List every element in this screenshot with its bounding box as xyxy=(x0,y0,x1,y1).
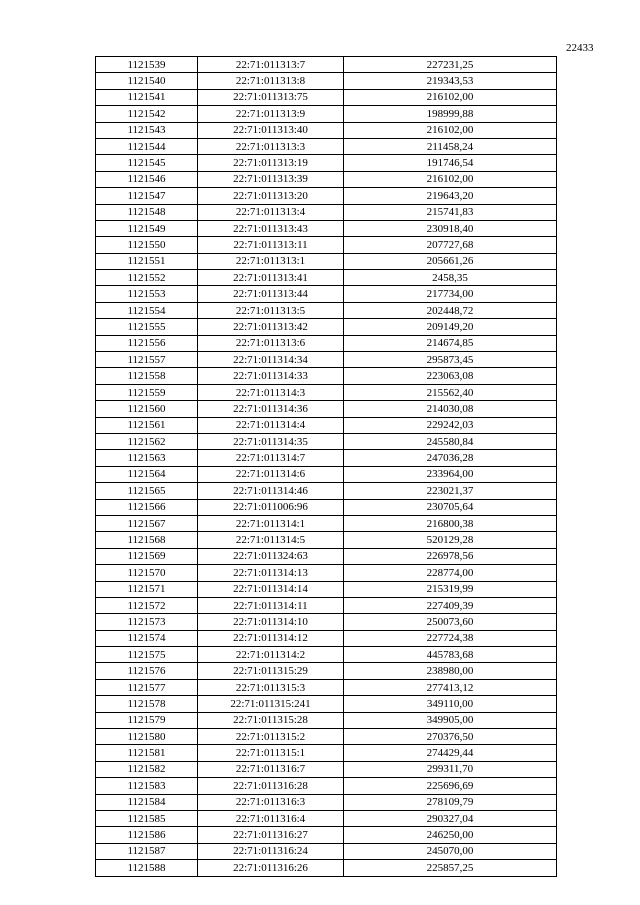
value-cell: 209149,20 xyxy=(344,319,557,335)
value-cell: 245580,84 xyxy=(344,433,557,449)
table-row xyxy=(96,712,557,728)
table-row xyxy=(96,204,557,220)
records-table xyxy=(95,56,557,877)
cadastral-number-cell: 22:71:011314:6 xyxy=(198,466,344,482)
record-number-cell: 1121552 xyxy=(96,270,198,286)
record-number-cell: 1121545 xyxy=(96,155,198,171)
table-row xyxy=(96,565,557,581)
value-cell: 233964,00 xyxy=(344,466,557,482)
value-cell: 225857,25 xyxy=(344,860,557,876)
record-number-cell: 1121554 xyxy=(96,302,198,318)
cadastral-number-cell: 22:71:011313:44 xyxy=(198,286,344,302)
table-row xyxy=(96,302,557,318)
record-number-cell: 1121577 xyxy=(96,679,198,695)
table-row xyxy=(96,106,557,122)
record-number-cell: 1121541 xyxy=(96,89,198,105)
record-number-cell: 1121540 xyxy=(96,73,198,89)
table-row xyxy=(96,220,557,236)
value-cell: 278109,79 xyxy=(344,794,557,810)
table-row xyxy=(96,433,557,449)
table-row xyxy=(96,253,557,269)
record-number-cell: 1121578 xyxy=(96,696,198,712)
cadastral-number-cell: 22:71:011313:8 xyxy=(198,73,344,89)
cadastral-number-cell: 22:71:011315:2 xyxy=(198,729,344,745)
record-number-cell: 1121576 xyxy=(96,663,198,679)
cadastral-number-cell: 22:71:011315:1 xyxy=(198,745,344,761)
table-row xyxy=(96,810,557,826)
value-cell: 191746,54 xyxy=(344,155,557,171)
record-number-cell: 1121556 xyxy=(96,335,198,351)
value-cell: 214674,85 xyxy=(344,335,557,351)
record-number-cell: 1121563 xyxy=(96,450,198,466)
record-number-cell: 1121585 xyxy=(96,810,198,826)
value-cell: 274429,44 xyxy=(344,745,557,761)
table-row xyxy=(96,581,557,597)
value-cell: 216102,00 xyxy=(344,122,557,138)
value-cell: 211458,24 xyxy=(344,138,557,154)
value-cell: 245070,00 xyxy=(344,843,557,859)
cadastral-number-cell: 22:71:011313:20 xyxy=(198,188,344,204)
cadastral-number-cell: 22:71:011313:75 xyxy=(198,89,344,105)
value-cell: 230918,40 xyxy=(344,220,557,236)
table-row xyxy=(96,401,557,417)
cadastral-number-cell: 22:71:011313:11 xyxy=(198,237,344,253)
record-number-cell: 1121558 xyxy=(96,368,198,384)
table-row xyxy=(96,138,557,154)
table-row xyxy=(96,368,557,384)
cadastral-number-cell: 22:71:011314:13 xyxy=(198,565,344,581)
value-cell: 295873,45 xyxy=(344,352,557,368)
value-cell: 277413,12 xyxy=(344,679,557,695)
cadastral-number-cell: 22:71:011313:3 xyxy=(198,138,344,154)
table-row xyxy=(96,237,557,253)
value-cell: 228774,00 xyxy=(344,565,557,581)
record-number-cell: 1121539 xyxy=(96,57,198,73)
cadastral-number-cell: 22:71:011313:19 xyxy=(198,155,344,171)
cadastral-number-cell: 22:71:011324:63 xyxy=(198,548,344,564)
record-number-cell: 1121569 xyxy=(96,548,198,564)
cadastral-number-cell: 22:71:011316:3 xyxy=(198,794,344,810)
table-row xyxy=(96,515,557,531)
record-number-cell: 1121557 xyxy=(96,352,198,368)
table-row xyxy=(96,860,557,876)
cadastral-number-cell: 22:71:011314:35 xyxy=(198,433,344,449)
record-number-cell: 1121548 xyxy=(96,204,198,220)
value-cell: 227231,25 xyxy=(344,57,557,73)
value-cell: 2458,35 xyxy=(344,270,557,286)
cadastral-number-cell: 22:71:011313:5 xyxy=(198,302,344,318)
cadastral-number-cell: 22:71:011314:33 xyxy=(198,368,344,384)
record-number-cell: 1121542 xyxy=(96,106,198,122)
cadastral-number-cell: 22:71:011314:11 xyxy=(198,597,344,613)
table-row xyxy=(96,73,557,89)
value-cell: 214030,08 xyxy=(344,401,557,417)
record-number-cell: 1121551 xyxy=(96,253,198,269)
value-cell: 349110,00 xyxy=(344,696,557,712)
table-row xyxy=(96,89,557,105)
table-row xyxy=(96,761,557,777)
value-cell: 230705,64 xyxy=(344,499,557,515)
cadastral-number-cell: 22:71:011314:10 xyxy=(198,614,344,630)
table-row xyxy=(96,450,557,466)
value-cell: 238980,00 xyxy=(344,663,557,679)
table-row xyxy=(96,286,557,302)
cadastral-number-cell: 22:71:011313:43 xyxy=(198,220,344,236)
value-cell: 216800,38 xyxy=(344,515,557,531)
record-number-cell: 1121570 xyxy=(96,565,198,581)
value-cell: 349905,00 xyxy=(344,712,557,728)
record-number-cell: 1121587 xyxy=(96,843,198,859)
table-row xyxy=(96,57,557,73)
table-row xyxy=(96,679,557,695)
value-cell: 216102,00 xyxy=(344,89,557,105)
records-table-body xyxy=(96,57,557,877)
cadastral-number-cell: 22:71:011314:3 xyxy=(198,384,344,400)
record-number-cell: 1121555 xyxy=(96,319,198,335)
cadastral-number-cell: 22:71:011313:40 xyxy=(198,122,344,138)
cadastral-number-cell: 22:71:011314:1 xyxy=(198,515,344,531)
value-cell: 216102,00 xyxy=(344,171,557,187)
record-number-cell: 1121546 xyxy=(96,171,198,187)
cadastral-number-cell: 22:71:011316:27 xyxy=(198,827,344,843)
table-row xyxy=(96,188,557,204)
table-row xyxy=(96,778,557,794)
value-cell: 227409,39 xyxy=(344,597,557,613)
cadastral-number-cell: 22:71:011315:241 xyxy=(198,696,344,712)
cadastral-number-cell: 22:71:011315:28 xyxy=(198,712,344,728)
cadastral-number-cell: 22:71:011314:2 xyxy=(198,647,344,663)
cadastral-number-cell: 22:71:011313:7 xyxy=(198,57,344,73)
record-number-cell: 1121561 xyxy=(96,417,198,433)
value-cell: 223063,08 xyxy=(344,368,557,384)
cadastral-number-cell: 22:71:011316:26 xyxy=(198,860,344,876)
record-number-cell: 1121586 xyxy=(96,827,198,843)
cadastral-number-cell: 22:71:011315:3 xyxy=(198,679,344,695)
value-cell: 225696,69 xyxy=(344,778,557,794)
table-row xyxy=(96,171,557,187)
cadastral-number-cell: 22:71:011315:29 xyxy=(198,663,344,679)
table-row xyxy=(96,794,557,810)
table-row xyxy=(96,843,557,859)
record-number-cell: 1121560 xyxy=(96,401,198,417)
value-cell: 205661,26 xyxy=(344,253,557,269)
table-row xyxy=(96,417,557,433)
record-number-cell: 1121565 xyxy=(96,483,198,499)
table-row xyxy=(96,270,557,286)
cadastral-number-cell: 22:71:011314:7 xyxy=(198,450,344,466)
table-row xyxy=(96,319,557,335)
value-cell: 215319,99 xyxy=(344,581,557,597)
table-row xyxy=(96,548,557,564)
record-number-cell: 1121581 xyxy=(96,745,198,761)
record-number-cell: 1121549 xyxy=(96,220,198,236)
value-cell: 250073,60 xyxy=(344,614,557,630)
record-number-cell: 1121580 xyxy=(96,729,198,745)
cadastral-number-cell: 22:71:011316:24 xyxy=(198,843,344,859)
record-number-cell: 1121584 xyxy=(96,794,198,810)
value-cell: 223021,37 xyxy=(344,483,557,499)
table-row xyxy=(96,729,557,745)
table-row xyxy=(96,384,557,400)
cadastral-number-cell: 22:71:011313:6 xyxy=(198,335,344,351)
cadastral-number-cell: 22:71:011314:46 xyxy=(198,483,344,499)
table-row xyxy=(96,696,557,712)
record-number-cell: 1121579 xyxy=(96,712,198,728)
cadastral-number-cell: 22:71:011314:14 xyxy=(198,581,344,597)
table-row xyxy=(96,614,557,630)
cadastral-number-cell: 22:71:011313:9 xyxy=(198,106,344,122)
table-row xyxy=(96,466,557,482)
table-row xyxy=(96,827,557,843)
cadastral-number-cell: 22:71:011313:39 xyxy=(198,171,344,187)
record-number-cell: 1121571 xyxy=(96,581,198,597)
table-row xyxy=(96,155,557,171)
value-cell: 246250,00 xyxy=(344,827,557,843)
table-row xyxy=(96,122,557,138)
cadastral-number-cell: 22:71:011006:96 xyxy=(198,499,344,515)
record-number-cell: 1121583 xyxy=(96,778,198,794)
record-number-cell: 1121553 xyxy=(96,286,198,302)
value-cell: 445783,68 xyxy=(344,647,557,663)
table-row xyxy=(96,532,557,548)
record-number-cell: 1121582 xyxy=(96,761,198,777)
value-cell: 520129,28 xyxy=(344,532,557,548)
value-cell: 247036,28 xyxy=(344,450,557,466)
value-cell: 270376,50 xyxy=(344,729,557,745)
table-row xyxy=(96,335,557,351)
cadastral-number-cell: 22:71:011316:7 xyxy=(198,761,344,777)
cadastral-number-cell: 22:71:011313:41 xyxy=(198,270,344,286)
value-cell: 217734,00 xyxy=(344,286,557,302)
value-cell: 290327,04 xyxy=(344,810,557,826)
record-number-cell: 1121567 xyxy=(96,515,198,531)
value-cell: 219643,20 xyxy=(344,188,557,204)
cadastral-number-cell: 22:71:011314:34 xyxy=(198,352,344,368)
cadastral-number-cell: 22:71:011314:12 xyxy=(198,630,344,646)
record-number-cell: 1121547 xyxy=(96,188,198,204)
table-row xyxy=(96,630,557,646)
record-number-cell: 1121575 xyxy=(96,647,198,663)
record-number-cell: 1121544 xyxy=(96,138,198,154)
cadastral-number-cell: 22:71:011313:4 xyxy=(198,204,344,220)
value-cell: 226978,56 xyxy=(344,548,557,564)
value-cell: 229242,03 xyxy=(344,417,557,433)
table-row xyxy=(96,745,557,761)
value-cell: 215562,40 xyxy=(344,384,557,400)
record-number-cell: 1121568 xyxy=(96,532,198,548)
table-row xyxy=(96,663,557,679)
table-row xyxy=(96,483,557,499)
value-cell: 299311,70 xyxy=(344,761,557,777)
record-number-cell: 1121550 xyxy=(96,237,198,253)
table-row xyxy=(96,647,557,663)
record-number-cell: 1121574 xyxy=(96,630,198,646)
table-row xyxy=(96,597,557,613)
page-number: 22433 xyxy=(566,42,594,54)
record-number-cell: 1121562 xyxy=(96,433,198,449)
value-cell: 202448,72 xyxy=(344,302,557,318)
table-row xyxy=(96,499,557,515)
cadastral-number-cell: 22:71:011314:4 xyxy=(198,417,344,433)
value-cell: 198999,88 xyxy=(344,106,557,122)
value-cell: 207727,68 xyxy=(344,237,557,253)
record-number-cell: 1121566 xyxy=(96,499,198,515)
record-number-cell: 1121572 xyxy=(96,597,198,613)
cadastral-number-cell: 22:71:011313:1 xyxy=(198,253,344,269)
cadastral-number-cell: 22:71:011314:5 xyxy=(198,532,344,548)
record-number-cell: 1121559 xyxy=(96,384,198,400)
record-number-cell: 1121564 xyxy=(96,466,198,482)
record-number-cell: 1121573 xyxy=(96,614,198,630)
cadastral-number-cell: 22:71:011316:28 xyxy=(198,778,344,794)
value-cell: 215741,83 xyxy=(344,204,557,220)
cadastral-number-cell: 22:71:011313:42 xyxy=(198,319,344,335)
cadastral-number-cell: 22:71:011316:4 xyxy=(198,810,344,826)
cadastral-number-cell: 22:71:011314:36 xyxy=(198,401,344,417)
value-cell: 227724,38 xyxy=(344,630,557,646)
record-number-cell: 1121588 xyxy=(96,860,198,876)
record-number-cell: 1121543 xyxy=(96,122,198,138)
table-row xyxy=(96,352,557,368)
value-cell: 219343,53 xyxy=(344,73,557,89)
